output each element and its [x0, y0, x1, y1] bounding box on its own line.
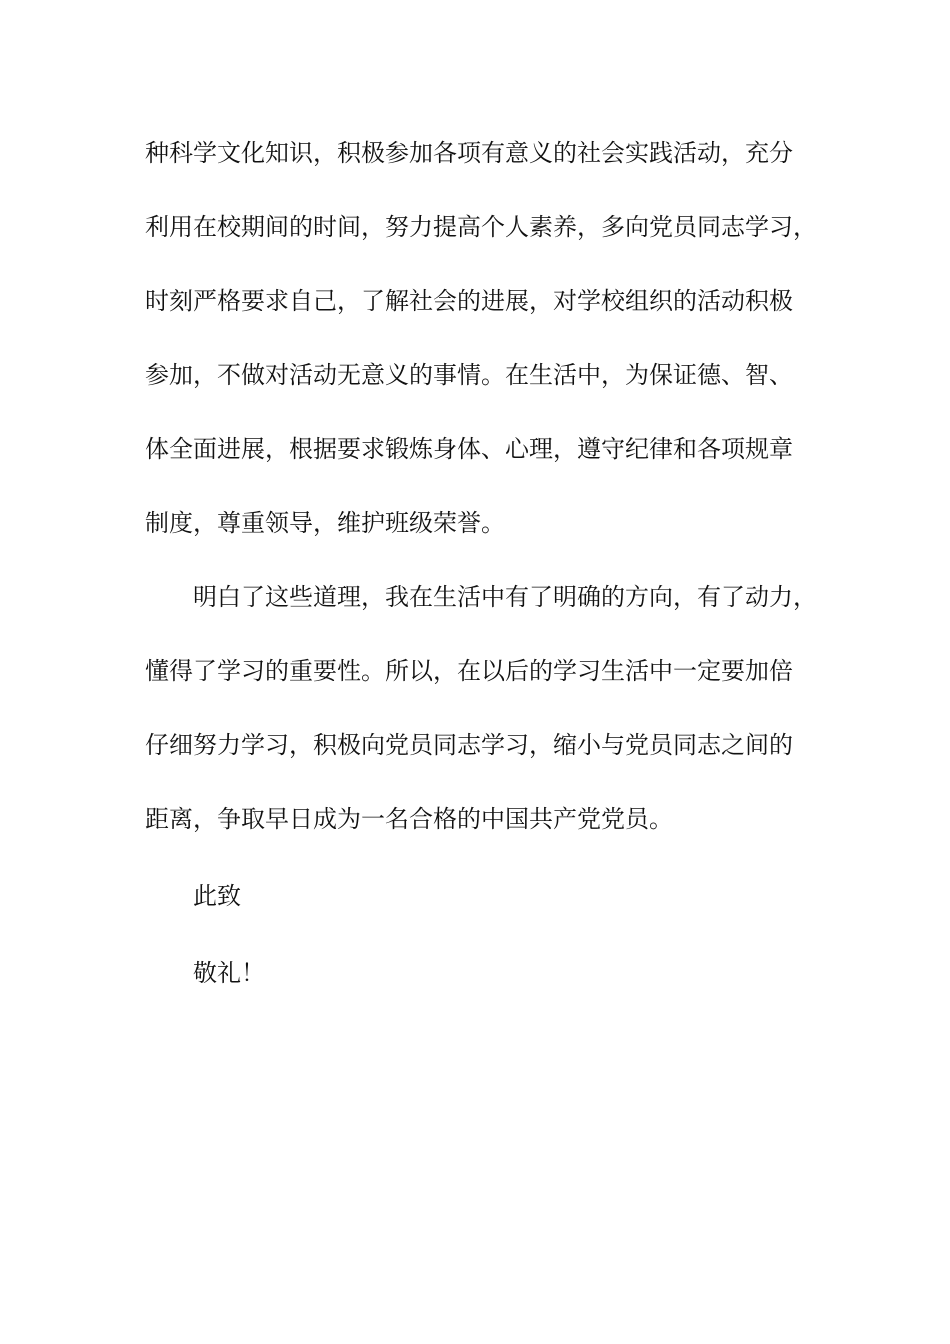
text-line: 利用在校期间的时间，努力提高个人素养，多向党员同志学习， — [145, 213, 817, 241]
salutation-text: 敬礼！ — [193, 959, 265, 987]
text-line: 时刻严格要求自己，了解社会的进展，对学校组织的活动积极 — [145, 287, 793, 315]
closing-text: 此致 — [193, 882, 241, 910]
paragraph-first-line: 明白了这些道理，我在生活中有了明确的方向，有了动力， — [193, 583, 817, 611]
text-line: 距离，争取早日成为一名合格的中国共产党党员。 — [145, 805, 673, 833]
text-line: 懂得了学习的重要性。所以，在以后的学习生活中一定要加倍 — [145, 657, 793, 685]
text-line: 参加，不做对活动无意义的事情。在生活中，为保证德、智、 — [145, 361, 793, 389]
text-line: 制度，尊重领导，维护班级荣誉。 — [145, 509, 505, 537]
text-line: 种科学文化知识，积极参加各项有意义的社会实践活动，充分 — [145, 139, 793, 167]
text-line: 体全面进展，根据要求锻炼身体、心理，遵守纪律和各项规章 — [145, 435, 793, 463]
text-line: 仔细努力学习，积极向党员同志学习，缩小与党员同志之间的 — [145, 731, 793, 759]
